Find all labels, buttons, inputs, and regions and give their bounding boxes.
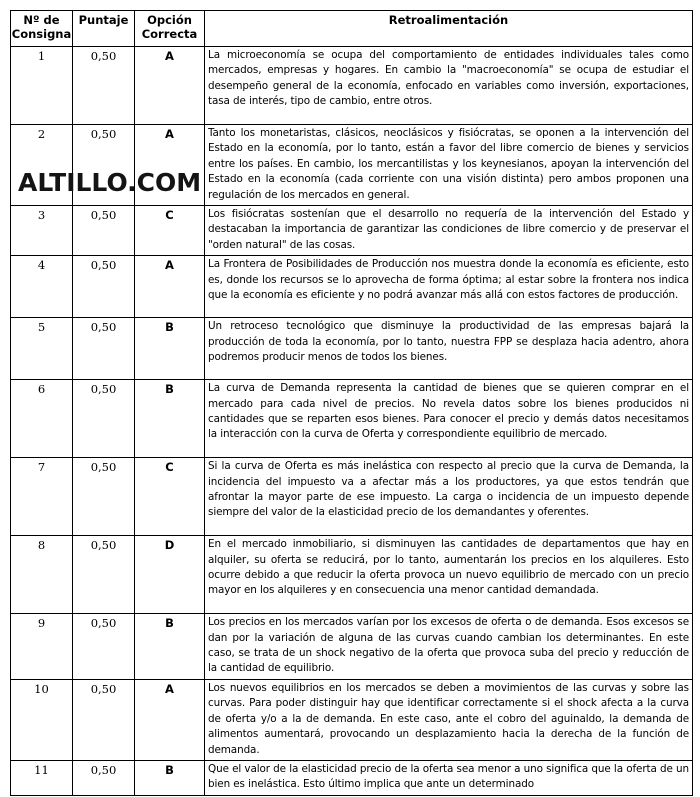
header-score: Puntaje — [73, 11, 135, 47]
row-correct-option: A — [135, 679, 205, 760]
row-number: 8 — [11, 536, 73, 614]
row-number: 6 — [11, 380, 73, 458]
row-score: 0,50 — [73, 47, 135, 125]
row-number: 4 — [11, 256, 73, 318]
row-feedback: Los precios en los mercados varían por los excesos de oferta o de demanda. Esos excesos se dan por la variación de alguna de las curvas cuando cambian los determinantes. En este caso, se trata de un shock negativo de la oferta que provoca suba del precio y reducción de la cantidad de equilibrio. — [205, 614, 693, 680]
row-number: 10 — [11, 679, 73, 760]
row-number: 2 — [11, 125, 73, 206]
watermark-logo: ALTILLO.COM — [18, 168, 202, 197]
row-correct-option: A — [135, 256, 205, 318]
table-row — [11, 614, 693, 680]
row-feedback: En el mercado inmobiliario, si disminuyen las cantidades de departamentos que hay en alquiler, su oferta se reducirá, por lo tanto, aumentarán los precios en los alquileres. Esto ocurre debido a que reducir la oferta provoca un nuevo equilibrio de mercado con un precio mayor en los alquileres y en consecuencia una menor cantidad demandada. — [205, 536, 693, 614]
table-row — [11, 679, 693, 760]
row-number: 7 — [11, 458, 73, 536]
row-correct-option: B — [135, 614, 205, 680]
row-score: 0,50 — [73, 125, 135, 206]
row-number: 3 — [11, 206, 73, 256]
row-score: 0,50 — [73, 679, 135, 760]
row-feedback: La curva de Demanda representa la cantidad de bienes que se quieren comprar en el mercado para cada nivel de precios. No revela datos sobre los bienes producidos ni cantidades que se reparten esos bienes. Para conocer el precio y demás datos necesitamos la interacción con la curva de Oferta y correspondiente equilibrio de mercado. — [205, 380, 693, 458]
row-correct-option: D — [135, 536, 205, 614]
row-correct-option: B — [135, 318, 205, 380]
row-score: 0,50 — [73, 760, 135, 795]
table-row — [11, 536, 693, 614]
row-score: 0,50 — [73, 318, 135, 380]
row-feedback: La Frontera de Posibilidades de Producción nos muestra donde la economía es eficiente, esto es, donde los recursos se lo aprovecha de forma óptima; al estar sobre la frontera nos indica que la economía es eficiente y no podrá avanzar más allá con estos factores de producción. — [205, 256, 693, 318]
table-row — [11, 318, 693, 380]
row-feedback: Si la curva de Oferta es más inelástica con respecto al precio que la curva de Demanda, la incidencia del impuesto va a afectar más a los productores, ya que estos tendrán que afrontar la mayor parte de ese impuesto. La carga o incidencia de un impuesto depende siempre del valor de la elasticidad precio de los demandantes y oferentes. — [205, 458, 693, 536]
header-row — [11, 11, 693, 47]
row-feedback: Tanto los monetaristas, clásicos, neoclásicos y fisiócratas, se oponen a la intervención del Estado en la economía, por lo tanto, están a favor del libre comercio de bienes y servicios entre los países. En cambio, los mercantilistas y los keynesianos, apoyan la intervención del Estado en la economía (cada corriente con una visión distinta) pero ambos proponen una regulación de los mercados en general. — [205, 125, 693, 206]
row-score: 0,50 — [73, 458, 135, 536]
row-score: 0,50 — [73, 206, 135, 256]
row-feedback: Un retroceso tecnológico que disminuye la productividad de las empresas bajará la producción de toda la economía, por lo tanto, nuestra FPP se desplaza hacia adentro, ahora podremos producir menos de todos los bienes. — [205, 318, 693, 380]
feedback-sheet — [10, 10, 693, 796]
answer-key-table — [10, 10, 693, 796]
row-feedback: Los nuevos equilibrios en los mercados se deben a movimientos de las curvas y sobre las curvas. Para poder distinguir hay que identificar correctamente si el shock afecta a la curva de oferta y/o a la de demanda. En este caso, ante el cobro del aguinaldo, la demanda de alimentos aumentará, provocando un desplazamiento hacia la derecha de la función de demanda. — [205, 679, 693, 760]
row-feedback: Los fisiócratas sostenían que el desarrollo no requería de la intervención del Estado y destacaban la importancia de garantizar las condiciones de libre comercio y de preservar el "orden natural" de las cosas. — [205, 206, 693, 256]
header-feedback: Retroalimentación — [205, 11, 693, 47]
row-correct-option: C — [135, 458, 205, 536]
header-number: Nº de Consigna — [11, 11, 73, 47]
row-feedback: La microeconomía se ocupa del comportamiento de entidades individuales tales como mercados, empresas y hogares. En cambio la "macroeconomía" se ocupa de estudiar el desempeño general de la economía, enfocado en variables como inversión, exportaciones, tasa de interés, tipo de cambio, entre otros. — [205, 47, 693, 125]
row-score: 0,50 — [73, 380, 135, 458]
header-option: Opción Correcta — [135, 11, 205, 47]
row-number: 5 — [11, 318, 73, 380]
row-number: 1 — [11, 47, 73, 125]
row-score: 0,50 — [73, 536, 135, 614]
row-correct-option: C — [135, 206, 205, 256]
row-number: 11 — [11, 760, 73, 795]
table-row — [11, 760, 693, 795]
row-correct-option: B — [135, 380, 205, 458]
table-row — [11, 206, 693, 256]
row-correct-option: B — [135, 760, 205, 795]
table-row — [11, 458, 693, 536]
row-number: 9 — [11, 614, 73, 680]
table-body — [11, 47, 693, 796]
row-correct-option: A — [135, 125, 205, 206]
row-score: 0,50 — [73, 614, 135, 680]
row-score: 0,50 — [73, 256, 135, 318]
table-row — [11, 380, 693, 458]
row-correct-option: A — [135, 47, 205, 125]
row-feedback: Que el valor de la elasticidad precio de la oferta sea menor a uno significa que la oferta de un bien es inelástica. Esto último implica que ante un determinado — [205, 760, 693, 795]
table-row — [11, 256, 693, 318]
table-row — [11, 47, 693, 125]
